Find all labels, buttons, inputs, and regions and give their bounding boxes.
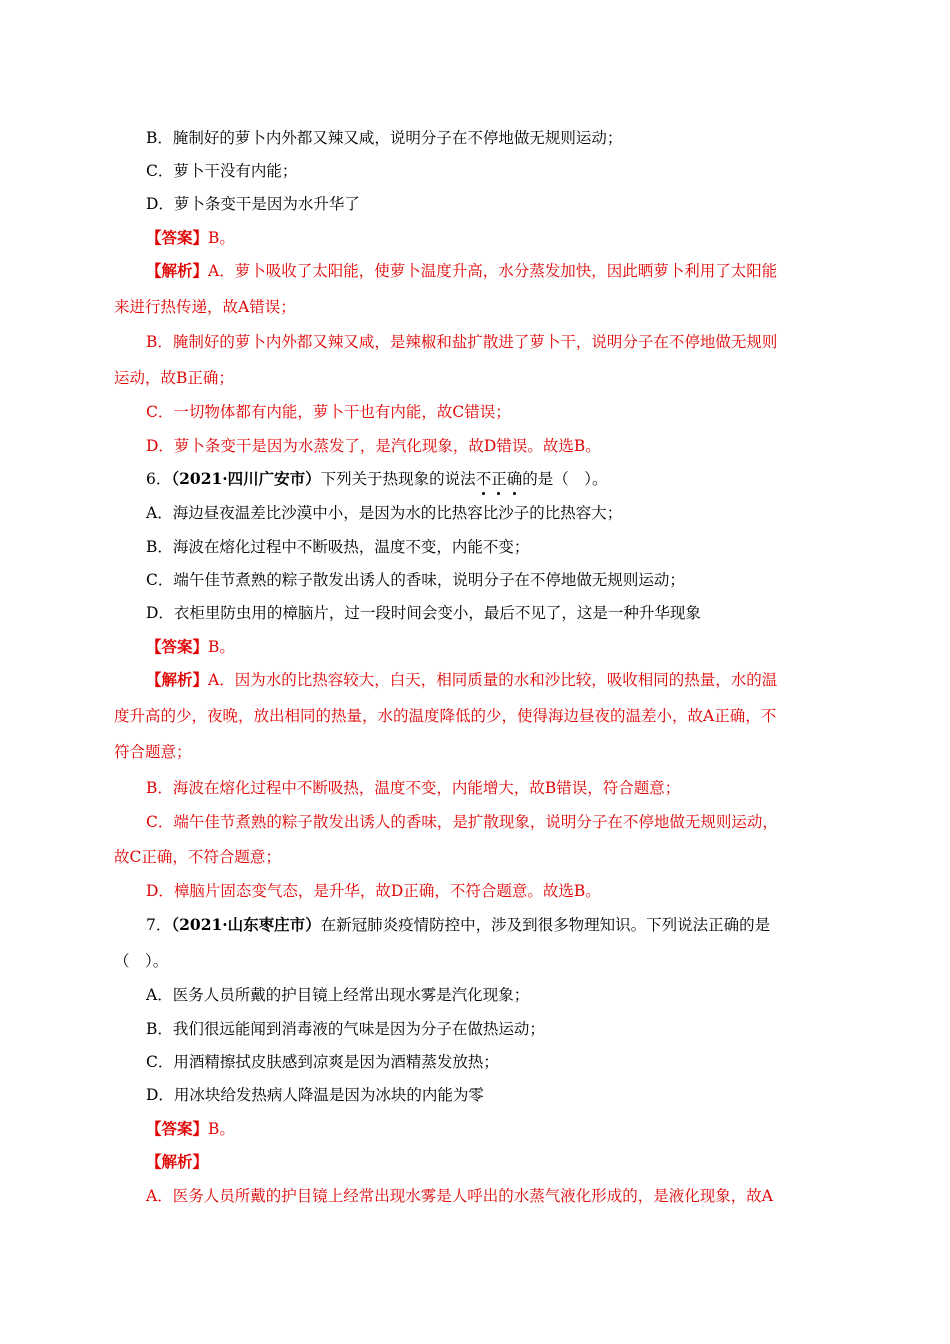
q6-stem-post: 的是（ ）。 bbox=[522, 470, 608, 488]
q7-analysis-a-line1: A．医务人员所戴的护目镜上经常出现水雾是人呼出的水蒸气液化形成的，是液化现象，故A bbox=[146, 1187, 773, 1205]
q6-option-b: B．海波在熔化过程中不断吸热，温度不变，内能不变； bbox=[146, 538, 530, 556]
q7-stem-line2: （ ）。 bbox=[114, 952, 169, 970]
q6-emphasis-char-1: 不 bbox=[475, 470, 492, 488]
q5-analysis-a-line2: 来进行热传递，故A错误； bbox=[114, 298, 296, 316]
q7-stem-text1: 在新冠肺炎疫情防控中，涉及到很多物理知识。下列说法正确的是 bbox=[320, 916, 771, 934]
q7-source: （2021·山东枣庄市） bbox=[171, 915, 321, 934]
q6-analysis-a-line3: 符合题意； bbox=[114, 743, 192, 761]
q6-option-d: D．衣柜里防虫用的樟脑片，过一段时间会变小，最后不见了，这是一种升华现象 bbox=[146, 604, 701, 622]
q6-answer bbox=[146, 636, 235, 658]
q5-option-d: D．萝卜条变干是因为水升华了 bbox=[146, 195, 360, 213]
q5-analysis-b-line2: 运动，故B正确； bbox=[114, 369, 234, 387]
q5-option-c: C．萝卜干没有内能； bbox=[146, 162, 298, 180]
q5-analysis-b-line1: B．腌制好的萝卜内外都又辣又咸，是辣椒和盐扩散进了萝卜干，说明分子在不停地做无规则 bbox=[146, 333, 778, 351]
q7-option-c: C．用酒精擦拭皮肤感到凉爽是因为酒精蒸发放热； bbox=[146, 1053, 499, 1071]
q6-stem bbox=[146, 468, 608, 490]
q5-answer bbox=[146, 227, 235, 249]
q7-number: 7． bbox=[146, 916, 172, 934]
q6-analysis-c-line2: 故C正确，不符合题意； bbox=[114, 848, 281, 866]
q7-option-b: B．我们很远能闻到消毒液的气味是因为分子在做热运动； bbox=[146, 1020, 545, 1038]
q5-option-b: B．腌制好的萝卜内外都又辣又咸，说明分子在不停地做无规则运动； bbox=[146, 129, 623, 147]
q6-option-c: C．端午佳节煮熟的粽子散发出诱人的香味，说明分子在不停地做无规则运动； bbox=[146, 571, 685, 589]
q7-answer bbox=[146, 1118, 235, 1140]
q7-stem-line1 bbox=[146, 914, 770, 936]
q6-analysis-a-line2: 度升高的少，夜晚，放出相同的热量，水的温度降低的少，使得海边昼夜的温差小，故A正确，不 bbox=[114, 707, 777, 725]
q7-analysis-tag: 【解析】 bbox=[146, 1152, 209, 1171]
q5-analysis-a-line1 bbox=[146, 260, 777, 282]
q6-answer-value: B。 bbox=[208, 638, 235, 656]
q7-option-d: D．用冰块给发热病人降温是因为冰块的内能为零 bbox=[146, 1086, 484, 1104]
q6-analysis-a-line1 bbox=[146, 669, 777, 691]
q6-source: （2021·四川广安市） bbox=[171, 469, 321, 488]
q6-analysis-tag: 【解析】 bbox=[146, 670, 209, 689]
q5-analysis-c: C．一切物体都有内能，萝卜干也有内能，故C错误； bbox=[146, 403, 511, 421]
q6-emphasis-char-3: 确 bbox=[506, 470, 523, 488]
q6-analysis-d: D．樟脑片固态变气态，是升华，故D正确，不符合题意。故选B。 bbox=[146, 882, 601, 900]
q6-analysis-a-text1: A．因为水的比热容较大，白天，相同质量的水和沙比较，吸收相同的热量，水的温 bbox=[208, 671, 778, 689]
q6-answer-tag: 【答案】 bbox=[146, 637, 209, 656]
q5-analysis-d: D．萝卜条变干是因为水蒸发了，是汽化现象，故D错误。故选B。 bbox=[146, 437, 601, 455]
q6-analysis-b: B．海波在熔化过程中不断吸热，温度不变，内能增大，故B错误，符合题意； bbox=[146, 779, 681, 797]
q7-option-a: A．医务人员所戴的护目镜上经常出现水雾是汽化现象； bbox=[146, 986, 530, 1004]
q5-answer-tag: 【答案】 bbox=[146, 228, 209, 247]
q6-stem-pre: 下列关于热现象的说法 bbox=[320, 470, 476, 488]
q5-analysis-a-text1: A．萝卜吸收了太阳能，使萝卜温度升高，水分蒸发加快，因此晒萝卜利用了太阳能 bbox=[208, 262, 778, 280]
q7-answer-tag: 【答案】 bbox=[146, 1119, 209, 1138]
q5-answer-value: B。 bbox=[208, 229, 235, 247]
q6-analysis-c-line1: C．端午佳节煮熟的粽子散发出诱人的香味，是扩散现象，说明分子在不停地做无规则运动， bbox=[146, 813, 778, 831]
q6-option-a: A．海边昼夜温差比沙漠中小，是因为水的比热容比沙子的比热容大； bbox=[146, 504, 623, 522]
q7-answer-value: B。 bbox=[208, 1120, 235, 1138]
q5-analysis-tag: 【解析】 bbox=[146, 261, 209, 280]
q6-emphasis-char-2: 正 bbox=[491, 470, 507, 488]
q6-number: 6． bbox=[146, 470, 172, 488]
